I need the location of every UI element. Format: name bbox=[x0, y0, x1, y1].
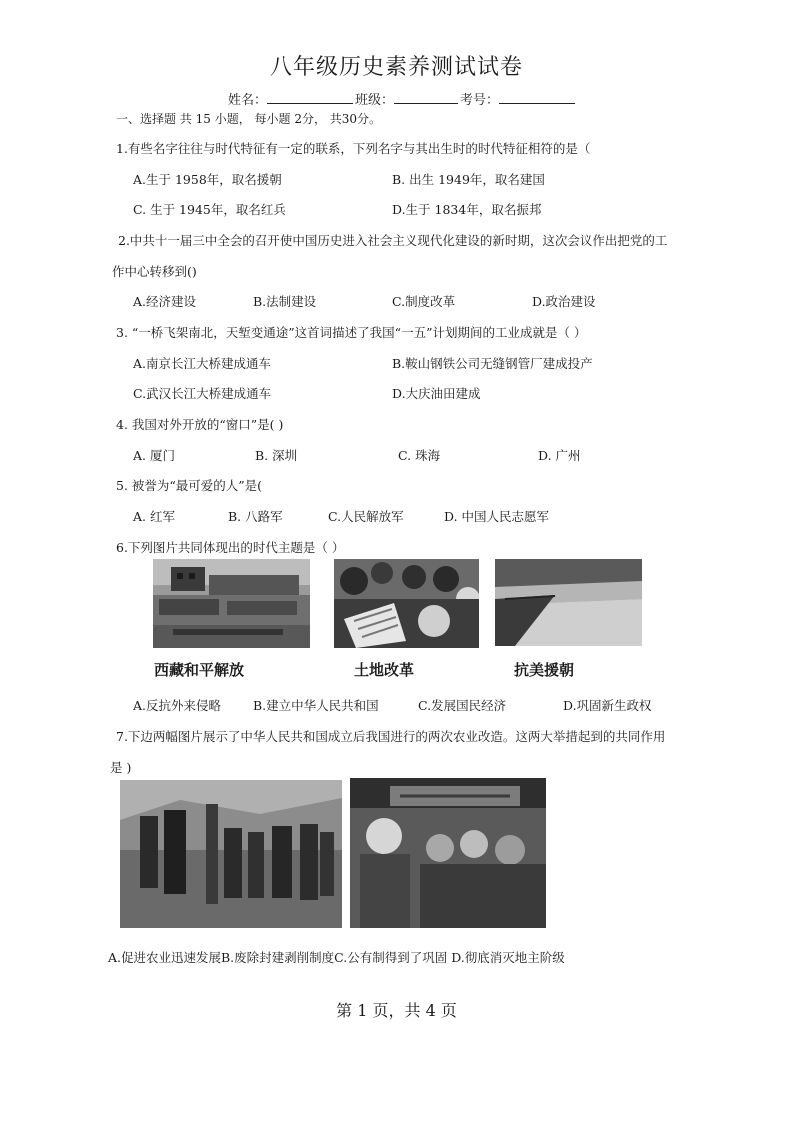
question-7-options: A.促进农业迅速发展B.废除封建剥削制度C.公有制得到了巩固 D.彻底消灭地主阶级 bbox=[108, 950, 565, 965]
question-1-option-c: C. 生于 1945年，取名红兵 bbox=[133, 202, 286, 217]
question-5-option-d: D. 中国人民志愿军 bbox=[444, 509, 550, 524]
page-number: 第 1 页，共 4 页 bbox=[336, 1001, 457, 1020]
student-info-line bbox=[228, 89, 577, 108]
photo-cooperative-farmers bbox=[120, 780, 342, 928]
question-5-option-c: C.人民解放军 bbox=[328, 509, 404, 524]
question-1-stem: 1.有些名字往往与时代特征有一定的联系，下列名字与其出生时的时代特征相符的是（ bbox=[116, 141, 591, 156]
question-4-stem: 4. 我国对外开放的“窗口”是( ) bbox=[116, 417, 284, 432]
question-4-option-d: D. 广州 bbox=[538, 448, 581, 463]
question-2-option-d: D.政治建设 bbox=[532, 294, 596, 309]
question-2-option-c: C.制度改革 bbox=[392, 294, 456, 309]
question-1-option-a: A.生于 1958年，取名援朝 bbox=[133, 172, 282, 187]
exam-no-blank bbox=[499, 90, 575, 104]
question-6-option-a: A.反抗外来侵略 bbox=[133, 698, 222, 713]
photo-land-reform-crowd bbox=[334, 559, 479, 648]
class-blank bbox=[394, 90, 458, 104]
question-2-stem-line-2: 作中心转移到() bbox=[112, 264, 197, 279]
photo-village-gathering bbox=[350, 778, 546, 928]
question-4-option-b: B. 深圳 bbox=[255, 448, 298, 463]
question-6-option-c: C.发展国民经济 bbox=[418, 698, 507, 713]
page-title: 八年级历史素养测试试卷 bbox=[269, 55, 523, 80]
question-2-option-a: A.经济建设 bbox=[133, 294, 197, 309]
question-5-stem: 5. 被誉为“最可爱的人”是( bbox=[116, 478, 263, 493]
name-blank bbox=[267, 90, 353, 104]
name-label: 姓名： bbox=[228, 93, 268, 108]
question-6-option-d: D.巩固新生政权 bbox=[563, 698, 652, 713]
question-3-option-c: C.武汉长江大桥建成通车 bbox=[133, 386, 272, 401]
question-3-option-a: A.南京长江大桥建成通车 bbox=[133, 356, 272, 371]
class-label: 班级： bbox=[355, 93, 395, 108]
photo-potala-palace bbox=[153, 559, 310, 648]
caption-tibet: 西藏和平解放 bbox=[154, 661, 245, 679]
question-2-option-b: B.法制建设 bbox=[253, 294, 317, 309]
question-4-option-c: C. 珠海 bbox=[398, 448, 441, 463]
question-1-option-b: B. 出生 1949年，取名建国 bbox=[392, 172, 545, 187]
question-6-stem: 6.下列图片共同体现出的时代主题是（ ） bbox=[116, 540, 345, 555]
exam-no-label: 考号： bbox=[460, 93, 500, 108]
question-3-option-d: D.大庆油田建成 bbox=[392, 386, 481, 401]
caption-land-reform: 土地改革 bbox=[354, 661, 415, 679]
question-3-stem: 3. “一桥飞架南北，天堑变通途”这首词描述了我国“一五”计划期间的工业成就是（ ） bbox=[116, 325, 587, 340]
question-3-option-b: B.鞍山钢铁公司无缝钢管厂建成投产 bbox=[392, 356, 593, 371]
question-4-option-a: A. 厦门 bbox=[133, 448, 175, 463]
question-5-option-a: A. 红军 bbox=[133, 509, 175, 524]
question-2-stem-line-1: 2.中共十一届三中全会的召开使中国历史进入社会主义现代化建设的新时期，这次会议作出把党的工 bbox=[118, 233, 668, 248]
question-6-option-b: B.建立中华人民共和国 bbox=[253, 698, 379, 713]
question-7-stem-line-2: 是 ) bbox=[110, 760, 132, 775]
question-1-option-d: D.生于 1834年，取名振邦 bbox=[392, 202, 542, 217]
caption-korea-war: 抗美援朝 bbox=[514, 661, 575, 679]
photo-yalu-river bbox=[495, 559, 642, 646]
section-heading: 一、选择题 共 15 小题， 每小题 2分， 共30分。 bbox=[116, 112, 382, 126]
question-7-stem-line-1: 7.下边两幅图片展示了中华人民共和国成立后我国进行的两次农业改造。这两大举措起到的共同作用 bbox=[116, 729, 666, 744]
question-5-option-b: B. 八路军 bbox=[228, 509, 283, 524]
